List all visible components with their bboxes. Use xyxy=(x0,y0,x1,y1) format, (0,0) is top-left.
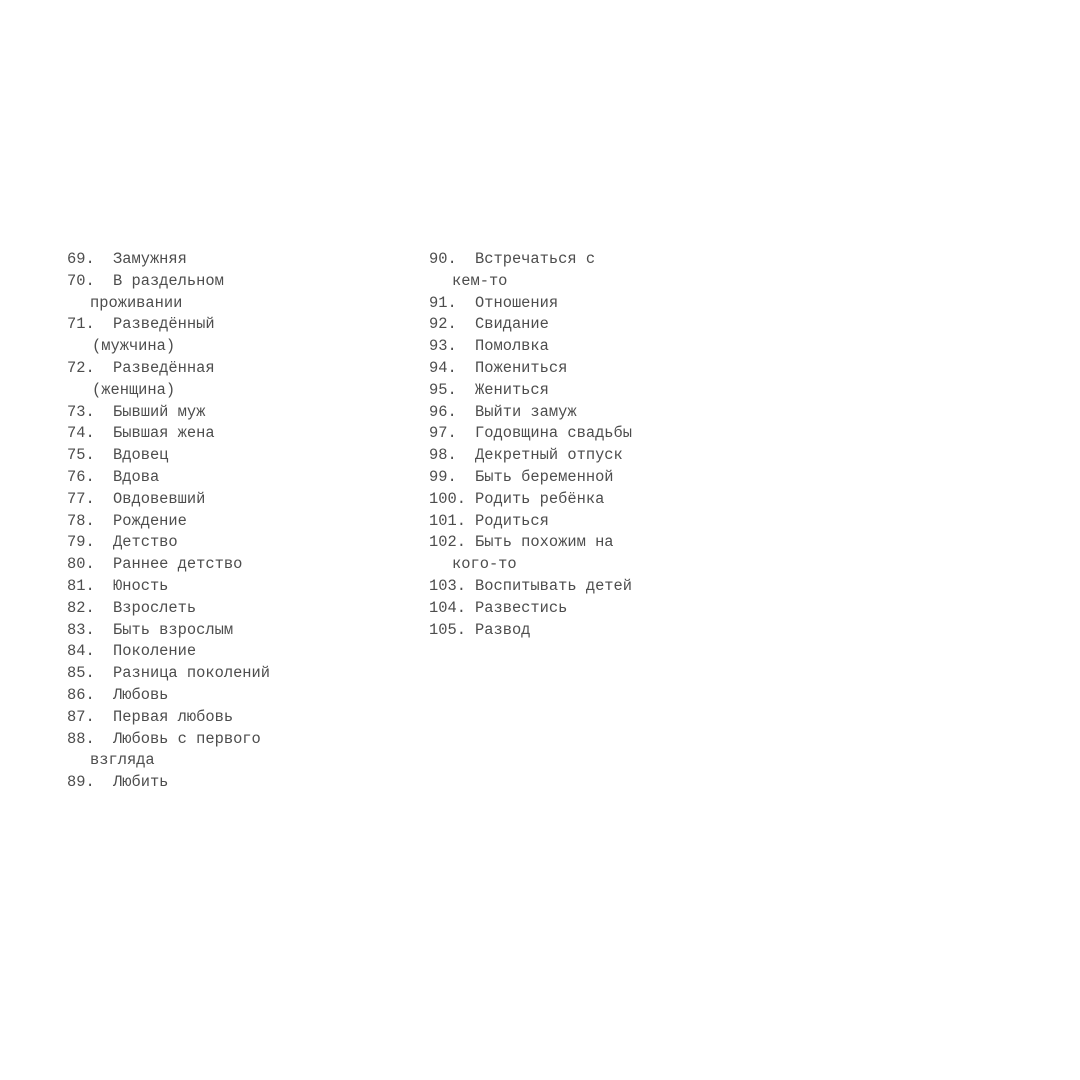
list-item xyxy=(67,641,407,663)
list-item xyxy=(67,576,407,598)
list-item xyxy=(429,336,789,358)
list-item xyxy=(67,314,407,358)
list-item xyxy=(67,467,407,489)
item-number: 84. xyxy=(67,642,95,661)
list-item-row xyxy=(67,445,407,467)
item-number: 102. xyxy=(429,533,466,552)
list-item-row xyxy=(429,576,789,598)
item-term-continuation: взгляда xyxy=(90,751,155,770)
item-number: 98. xyxy=(429,446,457,465)
item-number: 85. xyxy=(67,664,95,683)
item-number: 73. xyxy=(67,402,95,421)
list-item-row xyxy=(67,707,407,729)
item-term: Любовь xyxy=(113,685,169,704)
list-item xyxy=(67,772,407,794)
item-number: 81. xyxy=(67,576,95,595)
item-number: 77. xyxy=(67,489,95,508)
list-item xyxy=(67,489,407,511)
list-item xyxy=(429,358,789,380)
list-item xyxy=(67,685,407,707)
list-item-row xyxy=(67,489,407,511)
list-item-row xyxy=(429,445,789,467)
item-term: Любовь с первого xyxy=(113,729,261,748)
item-term: Поколение xyxy=(113,642,197,661)
item-number: 83. xyxy=(67,620,95,639)
item-number: 87. xyxy=(67,707,95,726)
list-item xyxy=(429,467,789,489)
item-term: Взрослеть xyxy=(113,598,197,617)
item-term: Овдовевший xyxy=(113,489,206,508)
list-item-row xyxy=(429,293,789,315)
item-term: Юность xyxy=(113,576,169,595)
item-term: Развестись xyxy=(475,598,568,617)
item-term: Декретный отпуск xyxy=(475,446,623,465)
item-number: 75. xyxy=(67,446,95,465)
item-term: Разница поколений xyxy=(113,664,271,683)
item-term: Рождение xyxy=(113,511,187,530)
list-item-row xyxy=(67,467,407,489)
item-number: 97. xyxy=(429,424,457,443)
item-term: Встречаться с xyxy=(475,250,596,268)
item-term-continuation: (мужчина) xyxy=(92,337,176,356)
list-item xyxy=(429,532,789,576)
list-item xyxy=(429,380,789,402)
list-item-row xyxy=(429,314,789,336)
item-term: Замужняя xyxy=(113,250,187,268)
item-number: 74. xyxy=(67,424,95,443)
item-term: Детство xyxy=(113,533,178,552)
list-item-row xyxy=(67,358,407,380)
item-number: 90. xyxy=(429,250,457,268)
item-term: Жениться xyxy=(475,380,549,399)
list-item-row xyxy=(67,271,407,293)
item-term: Помолвка xyxy=(475,337,549,356)
item-term: Пожениться xyxy=(475,358,568,377)
item-term: Годовщина свадьбы xyxy=(475,424,633,443)
item-term: Раннее детство xyxy=(113,555,243,574)
item-number: 89. xyxy=(67,773,95,792)
item-term: Бывшая жена xyxy=(113,424,215,443)
list-item xyxy=(67,663,407,685)
item-number: 93. xyxy=(429,337,457,356)
item-term: Вдовец xyxy=(113,446,169,465)
right-vocabulary-list xyxy=(429,249,789,641)
list-item-row xyxy=(67,249,407,271)
item-number: 82. xyxy=(67,598,95,617)
list-item xyxy=(429,402,789,424)
item-term: Бывший муж xyxy=(113,402,206,421)
list-item-row xyxy=(429,467,789,489)
list-item-row xyxy=(67,663,407,685)
list-item xyxy=(67,707,407,729)
list-item-row xyxy=(67,402,407,424)
list-item xyxy=(67,423,407,445)
list-item-row xyxy=(429,532,789,554)
item-number: 99. xyxy=(429,467,457,486)
list-item-row xyxy=(67,314,407,336)
item-term: Быть беременной xyxy=(475,467,614,486)
list-item xyxy=(67,358,407,402)
item-term: Разведённая xyxy=(113,358,215,377)
item-term: Родиться xyxy=(475,511,549,530)
list-item xyxy=(429,445,789,467)
list-item xyxy=(429,314,789,336)
item-number: 100. xyxy=(429,489,466,508)
item-number: 88. xyxy=(67,729,95,748)
list-item-row xyxy=(67,554,407,576)
item-number: 103. xyxy=(429,576,466,595)
list-item xyxy=(429,249,789,293)
item-number: 69. xyxy=(67,250,95,268)
list-item xyxy=(429,620,789,642)
item-term-continuation: кого-то xyxy=(452,555,517,574)
item-term-continuation: кем-то xyxy=(452,271,508,290)
list-item-row xyxy=(429,423,789,445)
list-item xyxy=(429,489,789,511)
item-number: 80. xyxy=(67,555,95,574)
list-item-row xyxy=(429,620,789,642)
list-item-row xyxy=(67,641,407,663)
item-term-continuation: проживании xyxy=(90,293,183,312)
item-term: Родить ребёнка xyxy=(475,489,605,508)
list-item-row xyxy=(429,380,789,402)
list-item-row xyxy=(429,489,789,511)
list-item-row xyxy=(67,423,407,445)
list-item-row xyxy=(67,620,407,642)
list-item xyxy=(67,271,407,315)
list-item-row xyxy=(429,358,789,380)
list-item-row xyxy=(67,685,407,707)
item-term: В раздельном xyxy=(113,271,224,290)
list-item-row xyxy=(67,598,407,620)
item-term: Воспитывать детей xyxy=(475,576,633,595)
item-number: 101. xyxy=(429,511,466,530)
item-number: 79. xyxy=(67,533,95,552)
list-item-row xyxy=(429,336,789,358)
item-number: 105. xyxy=(429,620,466,639)
list-item xyxy=(429,293,789,315)
item-number: 104. xyxy=(429,598,466,617)
item-number: 78. xyxy=(67,511,95,530)
list-item-row xyxy=(67,729,407,751)
list-item xyxy=(429,576,789,598)
item-term: Развод xyxy=(475,620,531,639)
item-number: 95. xyxy=(429,380,457,399)
list-item-row xyxy=(67,511,407,533)
item-term: Выйти замуж xyxy=(475,402,577,421)
left-vocabulary-list xyxy=(67,249,407,794)
list-item xyxy=(67,445,407,467)
list-item xyxy=(67,554,407,576)
list-item-row xyxy=(429,598,789,620)
list-item-row xyxy=(67,532,407,554)
item-term: Быть похожим на xyxy=(475,533,614,552)
item-number: 91. xyxy=(429,293,457,312)
list-item-row xyxy=(67,772,407,794)
item-number: 72. xyxy=(67,358,95,377)
list-item xyxy=(67,532,407,554)
item-number: 71. xyxy=(67,315,95,334)
list-item xyxy=(67,729,407,773)
item-term: Любить xyxy=(113,773,169,792)
item-number: 76. xyxy=(67,467,95,486)
item-term: Вдова xyxy=(113,467,160,486)
list-item xyxy=(67,598,407,620)
list-item-row xyxy=(429,402,789,424)
list-item-row xyxy=(67,576,407,598)
list-item xyxy=(67,402,407,424)
item-term: Отношения xyxy=(475,293,559,312)
list-item xyxy=(67,249,407,271)
item-number: 94. xyxy=(429,358,457,377)
item-term: Первая любовь xyxy=(113,707,234,726)
list-item xyxy=(67,511,407,533)
list-item xyxy=(67,620,407,642)
item-number: 92. xyxy=(429,315,457,334)
item-term: Свидание xyxy=(475,315,549,334)
item-number: 86. xyxy=(67,685,95,704)
item-number: 70. xyxy=(67,271,95,290)
item-term: Разведённый xyxy=(113,315,215,334)
item-term-continuation: (женщина) xyxy=(92,380,176,399)
list-item xyxy=(429,598,789,620)
list-item-row xyxy=(429,249,789,271)
list-item xyxy=(429,511,789,533)
item-number: 96. xyxy=(429,402,457,421)
list-item-row xyxy=(429,511,789,533)
list-item xyxy=(429,423,789,445)
item-term: Быть взрослым xyxy=(113,620,234,639)
